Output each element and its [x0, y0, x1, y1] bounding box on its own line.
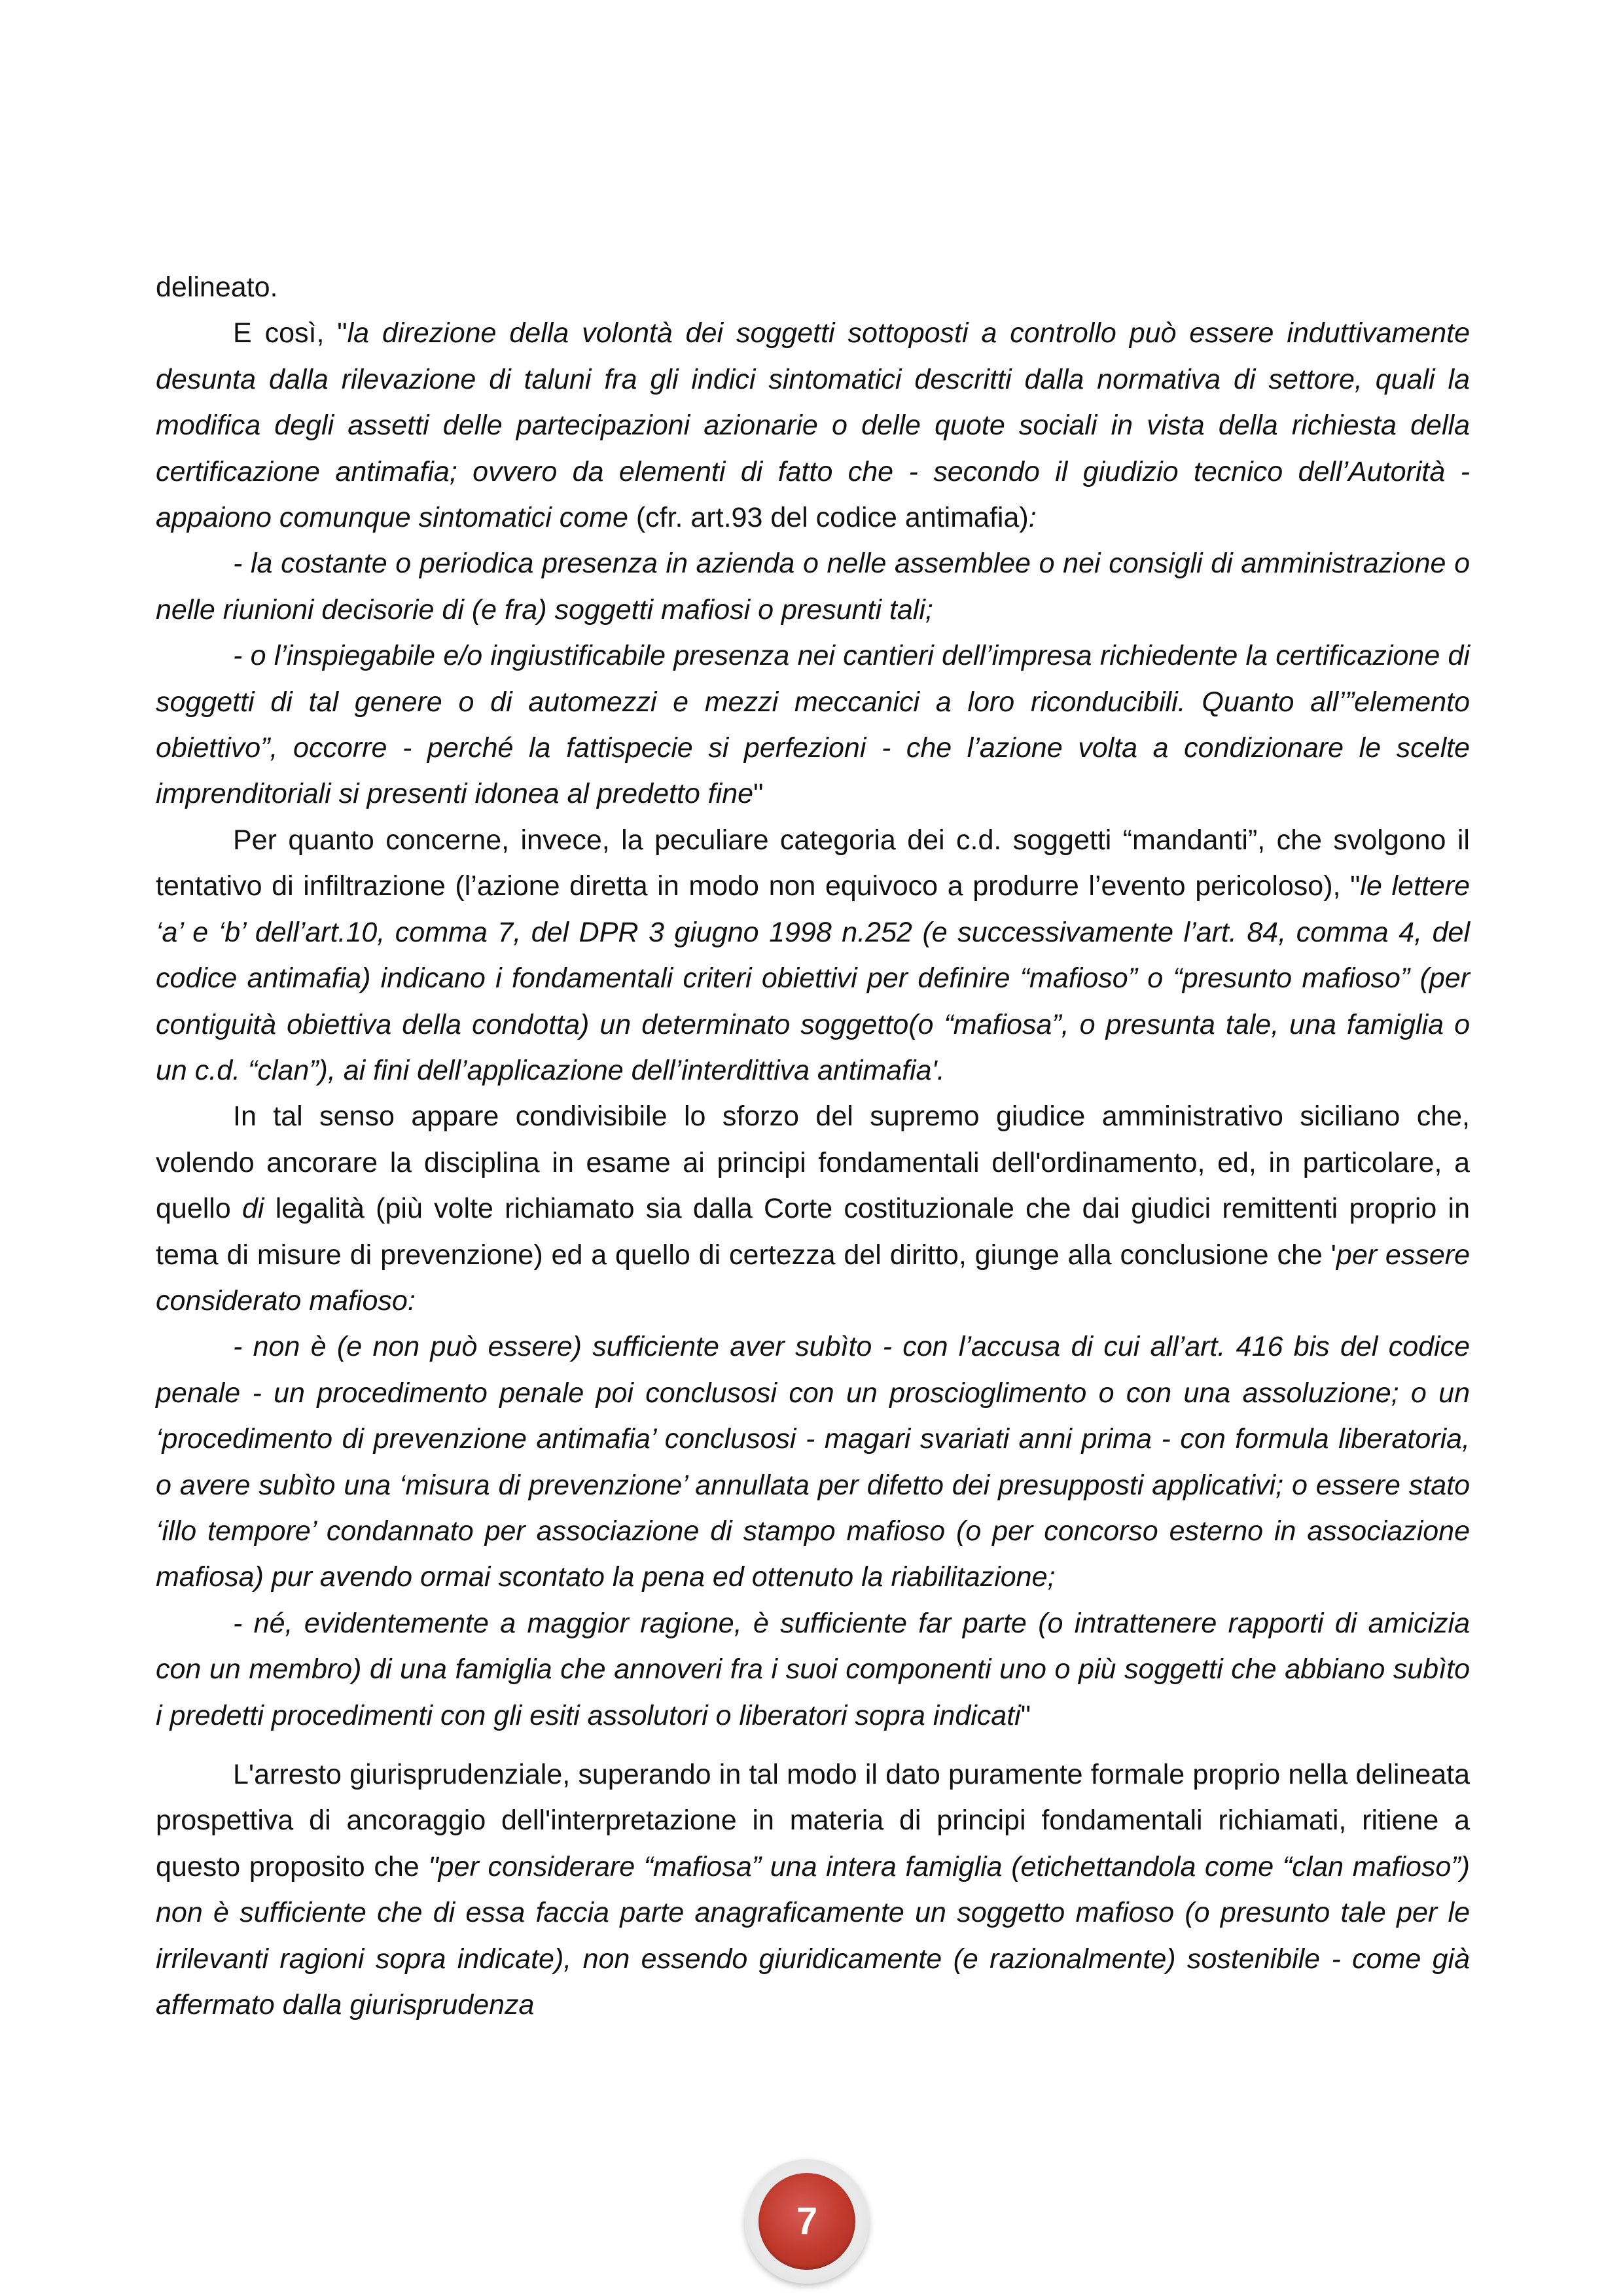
text-run: "per considerare “mafiosa” una intera famiglia (etichettandola come “clan mafioso”) non è sufficiente che di essa faccia parte anagraficamente un soggetto mafioso (o presunto tale per le irrilevanti ragioni sopra indicate), non essendo giuridicamente (e razionalmente) sostenibile - come già affermato dalla giurisprudenza	[156, 1850, 1470, 2021]
text-run: In tal senso appare condivisibile lo sforzo del supremo giudice amministrativo siciliano che, volendo ancorare la disciplina in esame ai principi fondamentali dell'ordinamento, ed, in particolare, a quello	[156, 1101, 1470, 1225]
text-run: - né, evidentemente a maggior ragione, è sufficiente far parte (o intrattenere rapporti di amicizia con un membro) di una famiglia che annoveri fra i suoi componenti uno o più soggetti che abbiano subìto i predetti procedimenti con gli esiti assolutori o liberatori sopra indicati	[156, 1607, 1470, 1731]
text-run: delineato.	[156, 272, 278, 303]
text-run: - o l’inspiegabile e/o ingiustificabile presenza nei cantieri dell’impresa richiedente la certificazione di soggetti di tal genere o di automezzi e mezzi meccanici a loro riconducibili. Quanto all’”elemento obiettivo”, occorre - perché la fattispecie si perfezioni - che l’azione volta a condizionare le scelte imprenditoriali si presenti idonea al predetto fine	[156, 640, 1470, 810]
text-run: per essere considerato mafioso:	[156, 1239, 1470, 1316]
text-run: E così, "	[233, 317, 348, 349]
paragraph-3	[156, 540, 1470, 633]
body-text	[156, 264, 1470, 2028]
paragraph-5	[156, 817, 1470, 1093]
text-run: :	[1028, 502, 1037, 534]
text-run: Per quanto concerne, invece, la peculiare categoria dei c.d. soggetti “mandanti”, che svolgono il tentativo di infiltrazione (l’azione diretta in modo non equivoco a produrre l’evento pericoloso), "	[156, 824, 1470, 902]
page-number: 7	[796, 2200, 818, 2242]
text-run: - la costante o periodica presenza in azienda o nelle assemblee o nei consigli di amministrazione o nelle riunioni decisorie di (e fra) soggetti mafiosi o presunti tali;	[156, 548, 1470, 626]
text-run: la direzione della volontà dei soggetti sottoposti a controllo può essere induttivamente desunta dalla rilevazione di taluni fra gli indici sintomatici descritti dalla normativa di settore, quali la modifica degli assetti delle partecipazioni azionarie o delle quote sociali in vista della richiesta della certificazione antimafia; ovvero da elementi di fatto che - secondo il giudizio tecnico dell’Autorità - appaiono comunque sintomatici come	[156, 317, 1470, 534]
page-number-badge	[745, 2159, 869, 2284]
text-run: - non è (e non può essere) sufficiente aver subìto - con l’accusa di cui all’art. 416 bis del codice penale - un procedimento penale poi conclusosi con un proscioglimento o con una assoluzione; o un ‘procedimento di prevenzione antimafia’ conclusosi - magari svariati anni prima - con formula liberatoria, o avere subìto una ‘misura di prevenzione’ annullata per difetto dei presupposti applicativi; o essere stato ‘illo tempore’ condannato per associazione di stampo mafioso (o per concorso esterno in associazione mafiosa) pur avendo ormai scontato la pena ed ottenuto la riabilitazione;	[156, 1331, 1470, 1593]
text-run: L'arresto giurisprudenziale, superando in tal modo il dato puramente formale proprio nella delineata prospettiva di ancoraggio dell'interpretazione in materia di principi fondamentali richiamati, ritiene a questo proposito che	[156, 1759, 1470, 1882]
text-run: (cfr. art.93 del codice antimafia)	[628, 502, 1029, 534]
page-number-circle	[758, 2173, 855, 2270]
text-run: "	[1020, 1699, 1031, 1731]
paragraph-4	[156, 633, 1470, 817]
text-run: le lettere ‘a’ e ‘b’ dell’art.10, comma 7, del DPR 3 giugno 1998 n.252 (e successivamente l’art. 84, comma 4, del codice antimafia) indicano i fondamentali criteri obiettivi per definire “mafioso” o “presunto mafioso” (per contiguità obiettiva della condotta) un determinato soggetto(o “mafiosa”, o presunta tale, una famiglia o un c.d. “clan”), ai fini dell’applicazione dell’interdittiva antimafia'.	[156, 870, 1470, 1086]
paragraph-7	[156, 1324, 1470, 1600]
paragraph-2	[156, 310, 1470, 540]
text-run: "	[753, 778, 764, 810]
text-run: legalità (più volte richiamato sia dalla Corte costituzionale che dai giudici remittenti proprio in tema di misure di prevenzione) ed a quello di certezza del diritto, giunge alla conclusione che '	[156, 1193, 1471, 1271]
paragraph-8	[156, 1600, 1470, 1739]
paragraph-9	[156, 1752, 1470, 2028]
text-run: di	[242, 1193, 264, 1225]
paragraph-6	[156, 1093, 1470, 1324]
paragraph-1	[156, 264, 1470, 310]
